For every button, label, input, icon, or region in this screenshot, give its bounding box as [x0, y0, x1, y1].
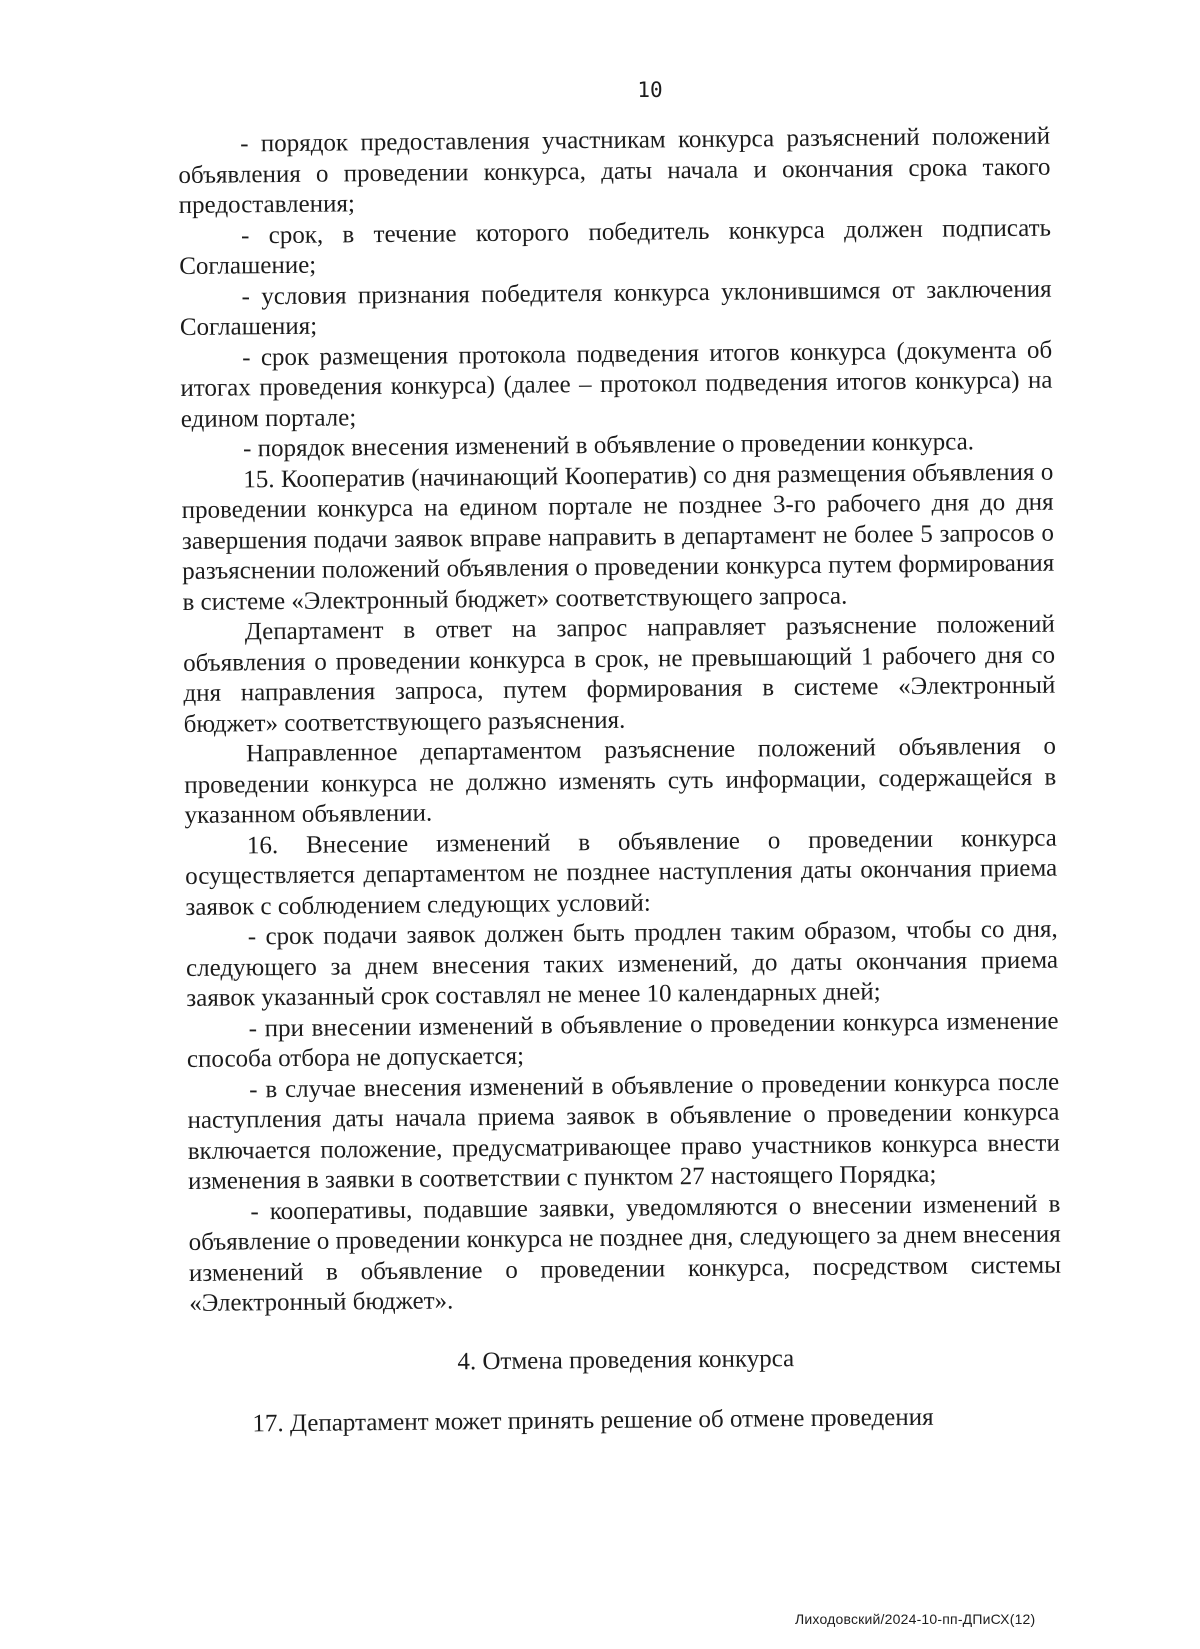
paragraph-protocol-deadline: - срок размещения протокола подведения итогов конкурса (документа об итогах проведения конкурса) (далее – протокол подведения итогов конкурса) на едином портале;: [180, 336, 1053, 433]
document-body: [178, 122, 1063, 1441]
page-number: 10: [637, 78, 663, 102]
paragraph-item-15: 15. Кооператив (начинающий Кооператив) со дня размещения объявления о проведении конкурса на едином портале не позднее 3-го рабочего дня до дня завершения подачи заявок вправе направить в департамент не более 5 запросов о разъяснении положений объявления о проведении конкурса путем формирования в системе «Электронный бюджет» соответствующего запроса.: [181, 458, 1055, 616]
paragraph-clarification-essence: Направленное департаментом разъяснение положений объявления о проведении конкурса не должно изменять суть информации, содержащейся в указанном объявлении.: [184, 732, 1057, 829]
paragraph-selection-method: - при внесении изменений в объявление о проведении конкурса изменение способа отбора не допускается;: [186, 1007, 1059, 1073]
paragraph-signing-deadline: - срок, в течение которого победитель конкурса должен подписать Соглашение;: [179, 214, 1052, 280]
section-heading: 4. Отмена проведения конкурса: [457, 1344, 795, 1375]
paragraph-department-response: Департамент в ответ на запрос направляет разъяснение положений объявления о проведении конкурса в срок, не превышающий 1 рабочего дня со дня направления запроса, путем формирования в системе «Электронный бюджет» соответствующего разъяснения.: [182, 610, 1056, 738]
paragraph-evasion-conditions: - условия признания победителя конкурса уклонившимся от заключения Соглашения;: [179, 275, 1052, 341]
paragraph-deadline-extension: - срок подачи заявок должен быть продлен таким образом, чтобы со дня, следующего за днем внесения таких изменений, до даты окончания приема заявок указанный срок составлял не менее 10 календарных дней;: [185, 915, 1059, 1012]
paragraph-clarification-procedure: - порядок предоставления участникам конкурса разъяснений положений объявления о проведении конкурса, даты начала и окончания срока такого предоставления;: [178, 122, 1051, 219]
paragraph-application-changes: - в случае внесения изменений в объявление о проведении конкурса после наступления даты начала приема заявок в объявление о проведении конкурса включается положение, предусматривающее право участников конкурса внести изменения в заявки в соответствии с пунктом 27 настоящего Порядка;: [187, 1068, 1060, 1195]
paragraph-item-17: 17. Департамент может принять решение об отмене проведения: [252, 1403, 934, 1438]
document-reference: Лиходовский/2024-10-пп-ДПиСХ(12): [795, 1611, 1036, 1627]
paragraph-item-16: 16. Внесение изменений в объявление о проведении конкурса осуществляется департаментом не позднее наступления даты окончания приема заявок с соблюдением следующих условий:: [185, 824, 1058, 921]
paragraph-changes-procedure: - порядок внесения изменений в объявление о проведении конкурса.: [242, 428, 975, 463]
paragraph-notification: - кооперативы, подавшие заявки, уведомляются о внесении изменений в объявление о проведении конкурса не позднее дня, следующего за днем внесения изменений в объявление о проведении конкурса, посредством системы «Электронный бюджет».: [188, 1190, 1062, 1317]
